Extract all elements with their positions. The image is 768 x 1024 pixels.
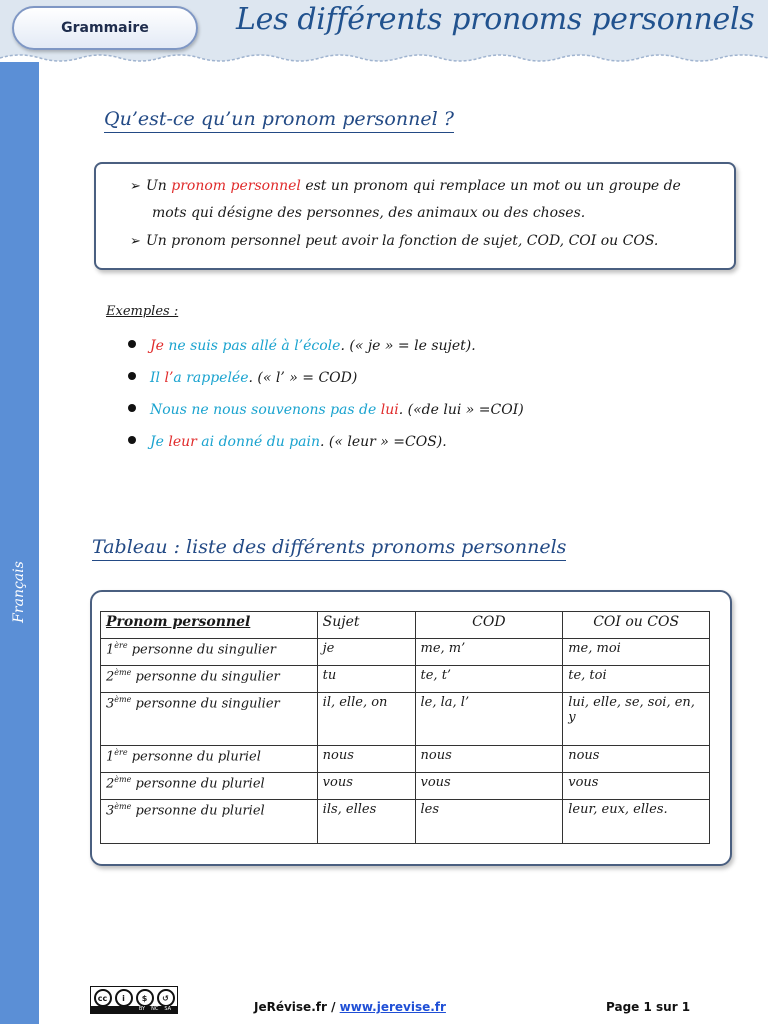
page-number: Page 1 sur 1: [606, 1000, 691, 1014]
table-cell-person: 3ème personne du pluriel: [101, 800, 318, 844]
license-strip: BY NC SA: [91, 1006, 177, 1013]
table-cell-sujet: nous: [317, 746, 415, 773]
bullet-icon: [128, 372, 136, 380]
table-header-sujet: Sujet: [317, 612, 415, 639]
table-cell-coi: nous: [563, 746, 710, 773]
nc-icon: $: [136, 989, 154, 1007]
table-cell-coi: leur, eux, elles.: [563, 800, 710, 844]
arrow-bullet-icon: ➢: [130, 234, 141, 249]
arrow-bullet-icon: ➢: [130, 179, 141, 194]
table-header-pronom: Pronom personnel: [101, 612, 318, 639]
table-row: [101, 800, 710, 844]
sidebar: [0, 62, 39, 1024]
bullet-icon: [128, 436, 136, 444]
cc-by-nc-sa-icon[interactable]: [90, 986, 178, 1014]
subject-badge: Grammaire: [12, 6, 198, 50]
table-cell-person: 3ème personne du singulier: [101, 693, 318, 746]
table-cell-person: 2ème personne du singulier: [101, 666, 318, 693]
table-cell-cod: le, la, l’: [415, 693, 563, 746]
examples-label: Exemples :: [106, 304, 179, 319]
example-4: Je leur ai donné du pain. (« leur » =COS).: [128, 434, 447, 450]
table-cell-coi: vous: [563, 773, 710, 800]
table-row: [101, 746, 710, 773]
table-cell-coi: te, toi: [563, 666, 710, 693]
pronoun-table: [100, 611, 710, 844]
table-cell-coi: me, moi: [563, 639, 710, 666]
bullet-icon: [128, 404, 136, 412]
site-link[interactable]: www.jerevise.fr: [339, 1000, 446, 1014]
table-cell-cod: les: [415, 800, 563, 844]
section-title-definition: Qu’est-ce qu’un pronom personnel ?: [104, 108, 454, 133]
example-1: Je ne suis pas allé à l’école. (« je » = le sujet).: [128, 338, 476, 354]
sidebar-subject: [1, 562, 37, 622]
page-title: Les différents pronoms personnels: [236, 2, 755, 37]
table-cell-cod: nous: [415, 746, 563, 773]
example-3: Nous ne nous souvenons pas de lui. («de lui » =COI): [128, 402, 524, 418]
table-cell-person: 2ème personne du pluriel: [101, 773, 318, 800]
header-wave: [0, 52, 768, 76]
table-header-cod: COD: [415, 612, 563, 639]
table-header-row: [101, 612, 710, 639]
table-cell-sujet: je: [317, 639, 415, 666]
table-cell-cod: te, t’: [415, 666, 563, 693]
table-cell-cod: me, m’: [415, 639, 563, 666]
table-cell-cod: vous: [415, 773, 563, 800]
table-cell-sujet: tu: [317, 666, 415, 693]
table-cell-person: 1ère personne du pluriel: [101, 746, 318, 773]
sidebar-label: Français: [11, 561, 27, 623]
bullet-icon: [128, 340, 136, 348]
table-cell-person: 1ère personne du singulier: [101, 639, 318, 666]
definition-line-3: ➢ Un pronom personnel peut avoir la fonction de sujet, COD, COI ou COS.: [130, 233, 659, 249]
sa-icon: ↺: [157, 989, 175, 1007]
section-title-table: Tableau : liste des différents pronoms personnels: [92, 536, 566, 561]
by-icon: i: [115, 989, 133, 1007]
table-row: [101, 666, 710, 693]
page-header: [0, 0, 768, 70]
footer-site: JeRévise.fr / www.jerevise.fr: [254, 1000, 446, 1014]
table-cell-sujet: il, elle, on: [317, 693, 415, 746]
table-cell-sujet: vous: [317, 773, 415, 800]
table-cell-coi: lui, elle, se, soi, en, y: [563, 693, 710, 746]
definition-line-1: ➢ Un pronom personnel est un pronom qui remplace un mot ou un groupe de: [130, 178, 681, 194]
table-header-coi: COI ou COS: [563, 612, 710, 639]
highlight-term: pronom personnel: [171, 178, 301, 194]
table-row: [101, 693, 710, 746]
table-row: [101, 773, 710, 800]
example-2: Il l’a rappelée. (« l’ » = COD): [128, 370, 357, 386]
definition-line-2: mots qui désigne des personnes, des animaux ou des choses.: [152, 205, 586, 221]
table-row: [101, 639, 710, 666]
cc-icon: cc: [94, 989, 112, 1007]
table-cell-sujet: ils, elles: [317, 800, 415, 844]
